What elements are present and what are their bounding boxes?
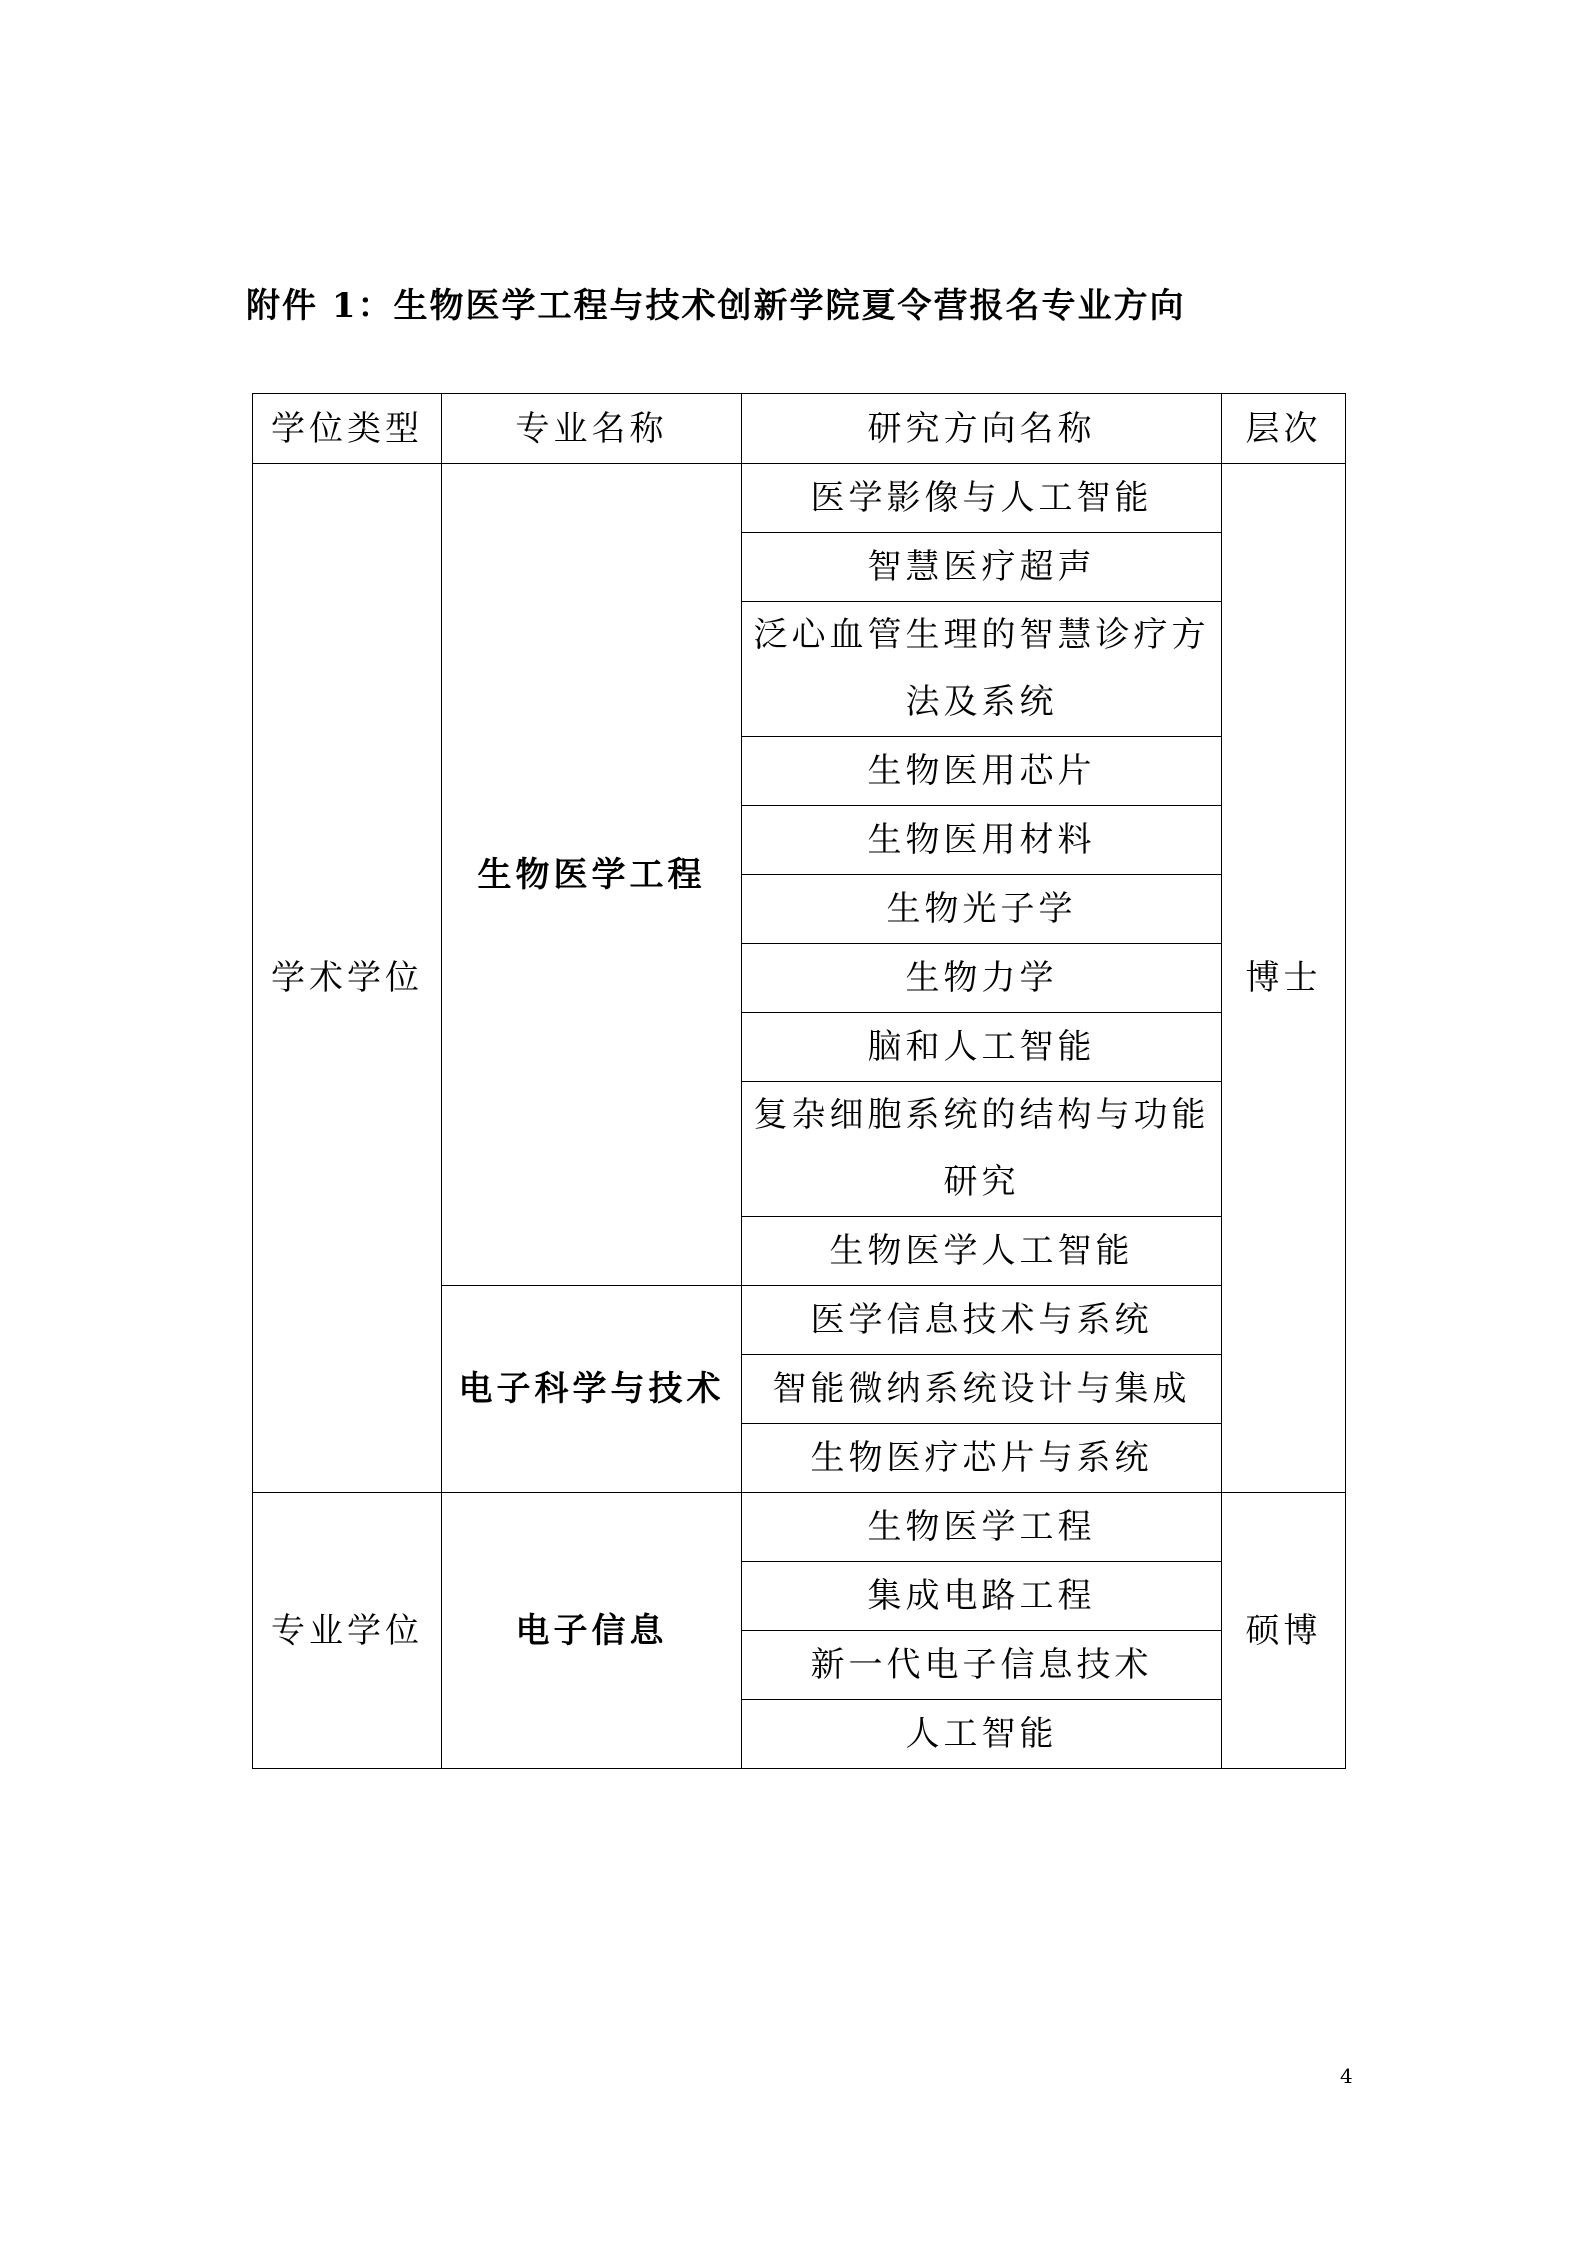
header-direction-name: 研究方向名称 [742,394,1222,464]
major-electronic-info: 电子信息 [442,1493,742,1769]
header-degree-type: 学位类型 [253,394,442,464]
major-bme: 生物医学工程 [442,464,742,1286]
direction-cell: 医学影像与人工智能 [742,464,1222,533]
level-doctoral: 博士 [1222,464,1346,1493]
direction-cell: 人工智能 [742,1700,1222,1769]
header-major-name: 专业名称 [442,394,742,464]
direction-cell: 生物医用材料 [742,806,1222,875]
table-row [253,1493,1346,1562]
table-row [253,464,1346,533]
majors-table [252,393,1346,1769]
direction-cell: 泛心血管生理的智慧诊疗方法及系统 [742,602,1222,737]
direction-cell: 生物医用芯片 [742,737,1222,806]
direction-cell: 新一代电子信息技术 [742,1631,1222,1700]
direction-cell: 生物医疗芯片与系统 [742,1424,1222,1493]
direction-cell: 医学信息技术与系统 [742,1286,1222,1355]
degree-type-academic: 学术学位 [253,464,442,1493]
direction-cell: 生物医学人工智能 [742,1217,1222,1286]
table-header-row [253,394,1346,464]
major-electronic-science: 电子科学与技术 [442,1286,742,1493]
direction-cell: 脑和人工智能 [742,1013,1222,1082]
direction-cell: 集成电路工程 [742,1562,1222,1631]
direction-cell: 智能微纳系统设计与集成 [742,1355,1222,1424]
page-number: 4 [1340,2064,1353,2088]
level-master-doctoral: 硕博 [1222,1493,1346,1769]
document-title: 附件 1：生物医学工程与技术创新学院夏令营报名专业方向 [246,286,1186,326]
direction-cell: 复杂细胞系统的结构与功能研究 [742,1082,1222,1217]
degree-type-professional: 专业学位 [253,1493,442,1769]
direction-cell: 生物力学 [742,944,1222,1013]
direction-cell: 生物医学工程 [742,1493,1222,1562]
direction-cell: 智慧医疗超声 [742,533,1222,602]
header-level: 层次 [1222,394,1346,464]
direction-cell: 生物光子学 [742,875,1222,944]
